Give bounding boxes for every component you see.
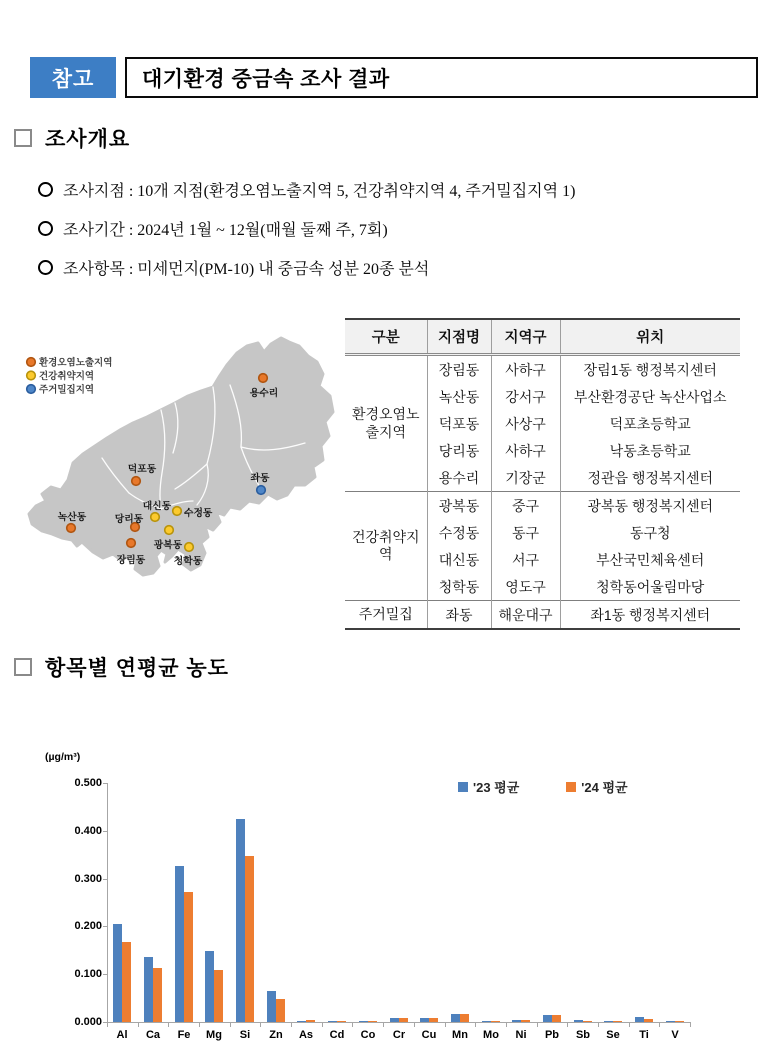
- table-cell: 동구청: [560, 519, 740, 546]
- section-marker-icon: [14, 129, 32, 147]
- x-category-label: Pb: [544, 1029, 560, 1041]
- overview-item-text: 조사항목 : 미세먼지(PM-10) 내 중금속 성분 20종 분석: [63, 261, 430, 278]
- bullet-icon: [38, 182, 53, 197]
- table-cell: 사상구: [491, 410, 560, 437]
- table-cell: 장림동: [427, 355, 491, 384]
- y-tick-mark: [103, 879, 107, 880]
- table-cell: 덕포초등학교: [560, 410, 740, 437]
- x-category-label: Al: [116, 1029, 128, 1041]
- legend-item: [458, 777, 519, 796]
- x-tick-mark: [598, 1023, 599, 1027]
- x-category-label: Ti: [639, 1029, 649, 1041]
- site-dot-pollution: [67, 524, 76, 533]
- site-dot-health: [165, 526, 174, 535]
- x-tick-mark: [199, 1023, 200, 1027]
- x-category-label: Se: [606, 1029, 620, 1041]
- legend-swatch-24: [566, 782, 576, 792]
- bar-s0-Co: [359, 1021, 368, 1022]
- site-dot-health: [173, 507, 182, 516]
- x-category-label: Ca: [145, 1029, 161, 1041]
- legend-swatch-23: [458, 782, 468, 792]
- x-tick-mark: [567, 1023, 568, 1027]
- map-svg: [25, 325, 345, 595]
- bar-s0-Pb: [543, 1015, 552, 1022]
- table-cell: 청학동어울림마당: [560, 573, 740, 601]
- table-cell: 대신동: [427, 546, 491, 573]
- group-cell: 주거밀집: [345, 601, 427, 630]
- reference-badge: 참고: [30, 57, 116, 98]
- table-cell: 정관읍 행정복지센터: [560, 464, 740, 492]
- table-row: [345, 601, 740, 630]
- y-tick-label: 0.300: [74, 872, 102, 885]
- legend-label: '23 평균: [473, 780, 520, 795]
- table-cell: 해운대구: [491, 601, 560, 630]
- table-cell: 수정동: [427, 519, 491, 546]
- table-cell: 광복동: [427, 492, 491, 520]
- table-cell: 낙동초등학교: [560, 437, 740, 464]
- bar-s1-Cu: [429, 1018, 438, 1022]
- y-tick-mark: [103, 974, 107, 975]
- table-cell: 동구: [491, 519, 560, 546]
- table-cell: 당리동: [427, 437, 491, 464]
- x-tick-mark: [230, 1023, 231, 1027]
- x-tick-mark: [352, 1023, 353, 1027]
- bar-s0-Fe: [175, 866, 184, 1022]
- y-tick-label: 0.000: [74, 1016, 102, 1028]
- bar-s0-Mg: [205, 951, 214, 1022]
- y-tick-label: 0.100: [74, 968, 102, 981]
- site-dot-pollution: [127, 539, 136, 548]
- table-cell: 부산환경공단 녹산사업소: [560, 383, 740, 410]
- bar-s1-Sb: [583, 1021, 592, 1022]
- busan-site-map: [25, 325, 345, 595]
- y-tick-label: 0.200: [74, 920, 102, 933]
- site-dot-health: [185, 543, 194, 552]
- column-header: 지점명: [427, 319, 491, 355]
- table-cell: 장림1동 행정복지센터: [560, 355, 740, 384]
- bullet-icon: [38, 221, 53, 236]
- x-tick-mark: [690, 1023, 691, 1027]
- site-label: 청학동: [173, 556, 203, 567]
- chart-plot-area: [107, 783, 690, 1022]
- table-cell: 좌1동 행정복지센터: [560, 601, 740, 630]
- site-label: 녹산동: [57, 512, 87, 523]
- x-category-label: V: [671, 1029, 679, 1041]
- bar-s1-Se: [613, 1021, 622, 1022]
- x-category-label: Fe: [177, 1029, 191, 1041]
- table-cell: 광복동 행정복지센터: [560, 492, 740, 520]
- map-legend: [27, 357, 113, 396]
- bar-s0-Se: [604, 1021, 613, 1022]
- x-tick-mark: [629, 1023, 630, 1027]
- x-tick-mark: [168, 1023, 169, 1027]
- x-tick-mark: [291, 1023, 292, 1027]
- bar-s0-Sb: [574, 1020, 583, 1022]
- bar-s0-Mn: [451, 1014, 460, 1022]
- table-cell: 기장군: [491, 464, 560, 492]
- site-label: 덕포동: [127, 464, 157, 475]
- x-tick-mark: [322, 1023, 323, 1027]
- y-tick-mark: [103, 831, 107, 832]
- x-tick-mark: [383, 1023, 384, 1027]
- legend-label: '24 평균: [581, 780, 628, 795]
- legend-label: 주거밀집지역: [39, 384, 95, 396]
- table-row: [345, 492, 740, 520]
- x-tick-mark: [260, 1023, 261, 1027]
- section-title: 항목별 연평균 농도: [45, 657, 229, 680]
- x-category-label: As: [298, 1029, 314, 1041]
- y-tick-label: 0.500: [74, 777, 102, 789]
- group-cell: 건강취약지역: [345, 492, 427, 601]
- bar-s1-V: [675, 1021, 684, 1022]
- x-tick-mark: [138, 1023, 139, 1027]
- legend-dot-health: [27, 371, 36, 380]
- x-tick-mark: [659, 1023, 660, 1027]
- x-category-label: Zn: [269, 1029, 283, 1041]
- bar-s0-V: [666, 1021, 675, 1022]
- site-label: 대신동: [142, 501, 172, 512]
- site-label: 수정동: [184, 508, 213, 519]
- x-tick-mark: [445, 1023, 446, 1027]
- section-title: 조사개요: [45, 128, 131, 151]
- bar-s0-Si: [236, 819, 245, 1022]
- table-cell: 용수리: [427, 464, 491, 492]
- bar-s1-Co: [368, 1021, 377, 1022]
- x-tick-mark: [475, 1023, 476, 1027]
- bar-s0-Ca: [144, 957, 153, 1022]
- x-category-label: Cu: [421, 1029, 437, 1041]
- overview-item-text: 조사지점 : 10개 지점(환경오염노출지역 5, 건강취약지역 4, 주거밀집지역 1): [63, 183, 576, 200]
- bar-s0-Ti: [635, 1017, 644, 1022]
- bar-s0-Mo: [482, 1021, 491, 1022]
- bar-s0-Ni: [512, 1020, 521, 1022]
- legend-item: [566, 777, 627, 796]
- bar-s0-Zn: [267, 991, 276, 1022]
- overview-list: [38, 170, 768, 287]
- bar-s1-Si: [245, 856, 254, 1022]
- bar-s1-Ti: [644, 1019, 653, 1022]
- site-label: 장림동: [116, 555, 146, 566]
- legend-label: 환경오염노출지역: [39, 357, 113, 369]
- bar-s1-Mg: [214, 970, 223, 1022]
- x-axis-line: [107, 1022, 691, 1023]
- x-tick-mark: [107, 1023, 108, 1027]
- bullet-icon: [38, 260, 53, 275]
- site-label: 당리동: [114, 514, 144, 525]
- x-category-label: Co: [360, 1029, 376, 1041]
- table-cell: 사하구: [491, 355, 560, 384]
- legend-label: 건강취약지역: [39, 371, 95, 382]
- x-category-label: Ni: [515, 1029, 527, 1041]
- bar-s0-Cr: [390, 1018, 399, 1022]
- x-tick-mark: [506, 1023, 507, 1027]
- table-cell: 사하구: [491, 437, 560, 464]
- list-item: [38, 248, 768, 287]
- column-header: 위치: [560, 319, 740, 355]
- annual-average-chart: [40, 748, 752, 1058]
- bar-s1-Mo: [491, 1021, 500, 1022]
- bar-s0-As: [297, 1021, 306, 1022]
- bar-s1-Cd: [337, 1021, 346, 1022]
- legend-dot-residential: [27, 385, 36, 394]
- site-dot-residential: [257, 486, 266, 495]
- table-cell: 덕포동: [427, 410, 491, 437]
- list-item: [38, 209, 768, 248]
- bar-s1-Zn: [276, 999, 285, 1022]
- table-cell: 강서구: [491, 383, 560, 410]
- bar-s1-Fe: [184, 892, 193, 1022]
- section-heading-overview: [14, 123, 130, 153]
- x-category-label: Sb: [575, 1029, 591, 1041]
- y-axis-unit-label: (µg/m³): [45, 751, 81, 763]
- y-tick-mark: [103, 926, 107, 927]
- chart-legend: [458, 777, 628, 796]
- site-dot-health: [151, 513, 160, 522]
- bar-s0-Al: [113, 924, 122, 1022]
- group-cell: 환경오염노출지역: [345, 355, 427, 492]
- bar-s0-Cd: [328, 1021, 337, 1022]
- x-category-label: Cd: [329, 1029, 345, 1041]
- section-marker-icon: [14, 658, 32, 676]
- x-category-label: Mn: [452, 1029, 468, 1041]
- table-cell: 서구: [491, 546, 560, 573]
- site-label: 용수리: [249, 388, 279, 399]
- x-category-label: Mg: [206, 1029, 222, 1041]
- site-dot-pollution: [259, 374, 268, 383]
- bar-s1-Cr: [399, 1018, 408, 1022]
- table-cell: 부산국민체육센터: [560, 546, 740, 573]
- site-label: 광복동: [153, 540, 183, 551]
- column-header: 구분: [345, 319, 427, 355]
- page-title: 대기환경 중금속 조사 결과: [125, 57, 758, 98]
- bar-s1-Pb: [552, 1015, 561, 1022]
- site-label: 좌동: [250, 473, 270, 484]
- bar-s1-Al: [122, 942, 131, 1022]
- y-tick-mark: [103, 783, 107, 784]
- bar-s1-As: [306, 1020, 315, 1022]
- table-cell: 영도구: [491, 573, 560, 601]
- bar-s1-Mn: [460, 1014, 469, 1022]
- header: [30, 57, 758, 98]
- table-cell: 녹산동: [427, 383, 491, 410]
- section-heading-chart: [14, 652, 229, 682]
- legend-dot-pollution: [27, 358, 36, 367]
- x-category-label: Cr: [392, 1029, 406, 1041]
- table-cell: 좌동: [427, 601, 491, 630]
- table-row: [345, 355, 740, 384]
- x-category-label: Mo: [483, 1029, 499, 1041]
- column-header: 지역구: [491, 319, 560, 355]
- bar-s1-Ca: [153, 968, 162, 1022]
- table-cell: 청학동: [427, 573, 491, 601]
- x-category-label: Si: [239, 1029, 251, 1041]
- site-dot-pollution: [132, 477, 141, 486]
- site-table: [345, 318, 740, 630]
- overview-item-text: 조사기간 : 2024년 1월 ~ 12월(매월 둘째 주, 7회): [63, 222, 388, 239]
- bar-s1-Ni: [521, 1020, 530, 1022]
- table-cell: 중구: [491, 492, 560, 520]
- x-tick-mark: [537, 1023, 538, 1027]
- x-tick-mark: [414, 1023, 415, 1027]
- bar-s0-Cu: [420, 1018, 429, 1022]
- y-tick-label: 0.400: [74, 824, 102, 837]
- list-item: [38, 170, 768, 209]
